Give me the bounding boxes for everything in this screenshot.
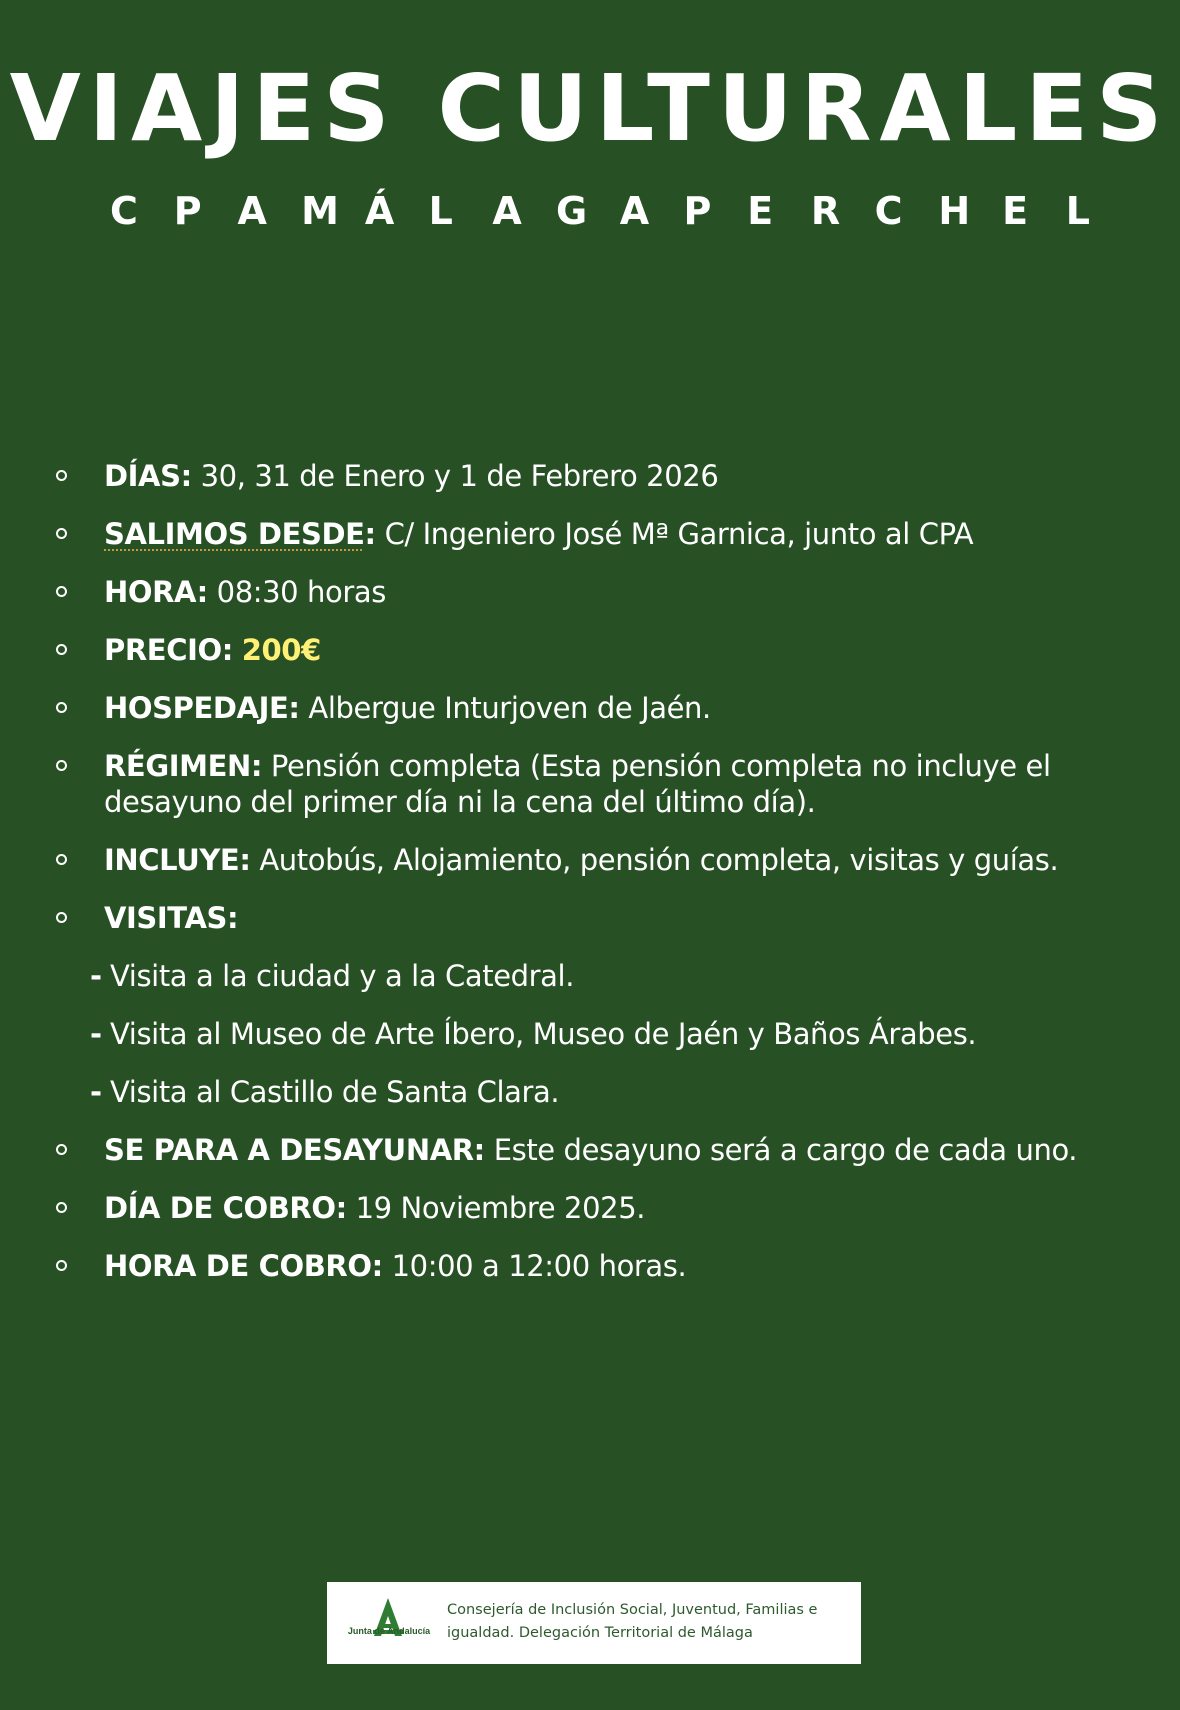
dash-bullet-icon: -: [90, 959, 102, 993]
item-value: 19 Noviembre 2025.: [346, 1191, 646, 1225]
dash-bullet-icon: -: [90, 1017, 102, 1051]
circle-bullet-icon: [56, 1260, 67, 1271]
circle-bullet-icon: [56, 854, 67, 865]
footer-line: Consejería de Inclusión Social, Juventud, Familias e: [447, 1602, 818, 1618]
visit-text: Visita al Museo de Arte Íbero, Museo de Jaén y Baños Árabes.: [110, 1017, 977, 1051]
subtitle-letter: R: [810, 189, 841, 233]
list-item-visitas: [0, 900, 1180, 936]
item-label: VISITAS:: [104, 901, 239, 935]
subtitle-letter: A: [237, 189, 267, 233]
item-label-colon: :: [364, 517, 376, 551]
footer-line: igualdad. Delegación Territorial de Málaga: [447, 1625, 753, 1641]
subtitle-letter: C: [874, 189, 903, 233]
item-value: Albergue Inturjoven de Jaén.: [299, 691, 711, 725]
list-item-hora-cobro: [0, 1248, 1180, 1284]
junta-andalucia-logo-icon: [347, 1596, 429, 1654]
item-value: Pensión completa (Esta pensión completa no incluye el desayuno del primer día ni la cena del último día).: [104, 749, 1051, 819]
item-value: Autobús, Alojamiento, pensión completa, visitas y guías.: [250, 843, 1059, 877]
item-label: DÍA DE COBRO:: [104, 1191, 347, 1225]
list-item-hospedaje: [0, 690, 1180, 726]
page-subtitle: [110, 188, 1090, 234]
item-label: PRECIO:: [104, 633, 233, 667]
circle-bullet-icon: [56, 912, 67, 923]
item-value: 08:30 horas: [207, 575, 386, 609]
subtitle-letter: E: [747, 189, 774, 233]
list-item-salimos: [0, 516, 1180, 552]
circle-bullet-icon: [56, 1144, 67, 1155]
item-label: SALIMOS DESDE: [104, 517, 365, 551]
visit-item: [0, 958, 1180, 994]
subtitle-letter: H: [938, 189, 971, 233]
subtitle-letter: E: [1002, 189, 1029, 233]
circle-bullet-icon: [56, 1202, 67, 1213]
page-title: VIAJES CULTURALES: [9, 55, 1171, 162]
subtitle-letter: C: [110, 189, 138, 233]
list-item-incluye: [0, 842, 1180, 878]
item-value: 30, 31 de Enero y 1 de Febrero 2026: [191, 459, 719, 493]
subtitle-letter: L: [1065, 189, 1090, 233]
footer-text: [447, 1599, 847, 1645]
visit-text: Visita a la ciudad y a la Catedral.: [110, 959, 575, 993]
visit-text: Visita al Castillo de Santa Clara.: [110, 1075, 560, 1109]
subtitle-letter: A: [492, 189, 522, 233]
item-label: HOSPEDAJE:: [104, 691, 300, 725]
visit-item: [0, 1074, 1180, 1110]
circle-bullet-icon: [56, 528, 67, 539]
item-label: INCLUYE:: [104, 843, 251, 877]
subtitle-letter: P: [683, 189, 712, 233]
circle-bullet-icon: [56, 644, 67, 655]
subtitle-letter: P: [173, 189, 202, 233]
list-item-dia-cobro: [0, 1190, 1180, 1226]
item-label: HORA:: [104, 575, 208, 609]
dash-bullet-icon: -: [90, 1075, 102, 1109]
item-label: SE PARA A DESAYUNAR:: [104, 1133, 485, 1167]
visit-item: [0, 1016, 1180, 1052]
price-value: 200€: [241, 633, 321, 667]
list-item-desayunar: [0, 1132, 1180, 1168]
list-item-regimen: [0, 748, 1180, 820]
list-item-precio: [0, 632, 1180, 668]
circle-bullet-icon: [56, 470, 67, 481]
item-label: DÍAS:: [104, 459, 192, 493]
institution-footer: [327, 1582, 861, 1664]
circle-bullet-icon: [56, 702, 67, 713]
circle-bullet-icon: [56, 586, 67, 597]
subtitle-letter: L: [428, 189, 453, 233]
circle-bullet-icon: [56, 760, 67, 771]
item-value: 10:00 a 12:00 horas.: [382, 1249, 687, 1283]
item-label: HORA DE COBRO:: [104, 1249, 383, 1283]
subtitle-letter: A: [619, 189, 650, 233]
subtitle-letter: Á: [364, 189, 395, 233]
list-item-hora: [0, 574, 1180, 610]
subtitle-letter: G: [556, 189, 588, 233]
item-value: Este desayuno será a cargo de cada uno.: [484, 1133, 1078, 1167]
info-list: [0, 458, 1180, 1306]
list-item-dias: [0, 458, 1180, 494]
logo-caption: Junta de Andalucía: [347, 1626, 431, 1636]
item-label: RÉGIMEN:: [104, 749, 263, 783]
item-value: C/ Ingeniero José Mª Garnica, junto al CPA: [375, 517, 974, 551]
subtitle-letter: M: [301, 189, 339, 233]
